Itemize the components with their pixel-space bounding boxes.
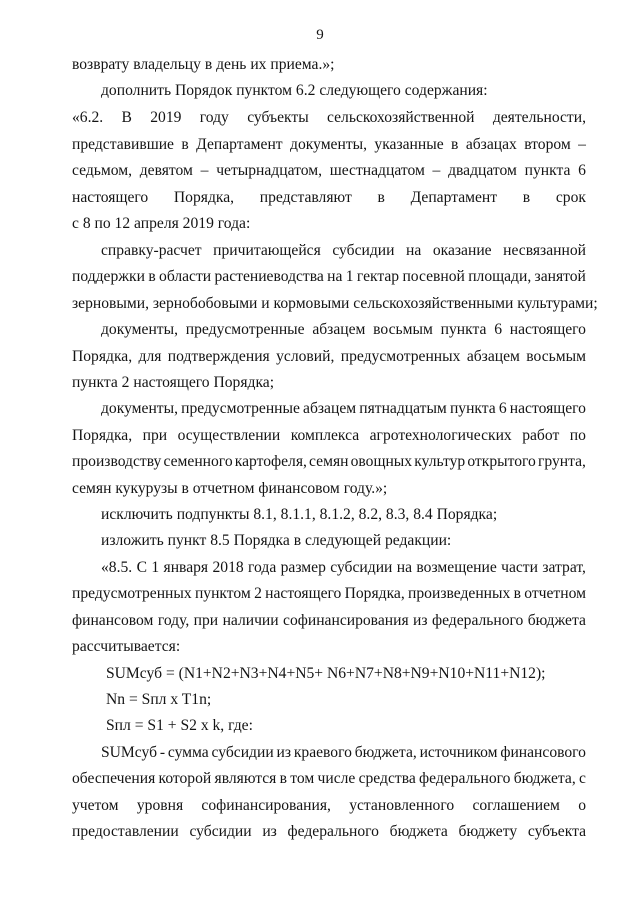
text-word: субсидии bbox=[211, 744, 274, 761]
text-line bbox=[72, 135, 586, 155]
text-word: условий, bbox=[276, 348, 335, 365]
text-word: из bbox=[262, 823, 277, 840]
text-line bbox=[72, 796, 586, 816]
text-word: документы, bbox=[101, 400, 179, 417]
text-word: осуществлении bbox=[177, 427, 281, 444]
text-word: бюджету bbox=[458, 823, 518, 840]
text-word: производству bbox=[72, 453, 162, 470]
text-word: предусмотренных bbox=[340, 348, 461, 365]
text-word: субсидии bbox=[189, 823, 252, 840]
text-word: 6 bbox=[494, 321, 502, 338]
text-word: софинансирования bbox=[283, 612, 409, 629]
text-line bbox=[72, 108, 586, 128]
text-word: четырнадцатом, bbox=[216, 162, 322, 179]
text-word: 2019 bbox=[150, 109, 182, 126]
text-word: 6 bbox=[578, 162, 586, 179]
text-line bbox=[72, 637, 586, 657]
text-word: являются bbox=[214, 770, 277, 787]
text-word: абзацем bbox=[466, 348, 520, 365]
text-word: втором bbox=[524, 136, 571, 153]
text-line bbox=[101, 505, 497, 525]
text-line bbox=[72, 452, 586, 472]
text-line bbox=[72, 584, 586, 604]
text-word: Департамент bbox=[410, 189, 498, 206]
text-line bbox=[101, 320, 586, 340]
text-word: области bbox=[159, 268, 212, 285]
text-word: для bbox=[138, 348, 162, 365]
text-word: несвязанной bbox=[503, 242, 586, 259]
text-word: восьмым bbox=[373, 321, 433, 338]
text-word: в bbox=[451, 136, 459, 153]
text-word: на bbox=[406, 242, 422, 259]
text-line bbox=[72, 373, 586, 393]
text-word: 2 bbox=[254, 585, 262, 602]
text-word: из bbox=[413, 612, 428, 629]
text-word: рассчитывается: bbox=[72, 638, 181, 655]
text-word: в bbox=[148, 268, 156, 285]
text-word: SUMсуб = (N1+N2+N3+N4+N5+ N6+N7+N8+N9+N10+N11+N12); bbox=[106, 665, 546, 682]
text-word: Порядка, bbox=[344, 585, 405, 602]
text-word: краевого bbox=[293, 744, 352, 761]
text-word: представляют bbox=[259, 189, 352, 206]
text-word: пункта bbox=[449, 400, 496, 417]
text-line bbox=[72, 267, 586, 287]
text-line bbox=[72, 479, 586, 499]
text-word: семенного bbox=[163, 453, 233, 470]
text-line bbox=[72, 347, 586, 367]
text-word: 2018 bbox=[212, 559, 244, 576]
text-word: предусмотренных bbox=[72, 585, 192, 602]
text-word: шестнадцатом bbox=[329, 162, 425, 179]
text-word: субъекты bbox=[247, 109, 309, 126]
text-line bbox=[72, 611, 586, 631]
text-word: году bbox=[199, 109, 229, 126]
text-word: Порядка, bbox=[72, 348, 133, 365]
text-word: при bbox=[193, 612, 219, 629]
text-word: изложить пункт 8.5 Порядка в следующей редакции: bbox=[101, 532, 452, 549]
text-word: года bbox=[248, 559, 277, 576]
text-word: абзацем bbox=[312, 321, 366, 338]
text-line bbox=[101, 399, 586, 419]
text-word: сельскохозяйственной bbox=[327, 109, 475, 126]
text-word: работ bbox=[522, 427, 560, 444]
text-word: открытого bbox=[467, 453, 536, 470]
text-word: пункта bbox=[524, 162, 571, 179]
text-word: федерального bbox=[431, 612, 524, 629]
text-word: субъекта bbox=[527, 823, 586, 840]
text-word: В bbox=[121, 109, 132, 126]
text-word: культур bbox=[414, 453, 466, 470]
text-word: пункта 2 настоящего Порядка; bbox=[72, 374, 275, 391]
text-word: девятом bbox=[139, 162, 193, 179]
text-word: Порядка, bbox=[72, 427, 133, 444]
text-line bbox=[72, 188, 586, 208]
text-word: на bbox=[327, 268, 343, 285]
text-word: федерального bbox=[287, 823, 379, 840]
text-line bbox=[72, 294, 598, 314]
text-line bbox=[106, 690, 211, 710]
text-word: в bbox=[181, 136, 189, 153]
text-word: площади, bbox=[468, 268, 532, 285]
text-word: С bbox=[136, 559, 147, 576]
text-word: настоящего bbox=[265, 585, 342, 602]
text-word: предусмотренные bbox=[181, 400, 300, 417]
text-word: бюджета, bbox=[354, 744, 417, 761]
text-word: предусмотренные bbox=[185, 321, 305, 338]
text-word: Sпл = S1 + S2 x k, где: bbox=[106, 717, 253, 734]
text-word: Порядка, bbox=[173, 189, 235, 206]
text-line bbox=[101, 531, 451, 551]
text-word: агротехнологических bbox=[369, 427, 512, 444]
text-word: году, bbox=[157, 612, 190, 629]
text-word: средства bbox=[358, 770, 416, 787]
text-word: семян кукурузы в отчетном финансовом году.»; bbox=[72, 480, 388, 497]
text-word: настоящего bbox=[509, 321, 586, 338]
text-word: пункта bbox=[440, 321, 487, 338]
text-word: том bbox=[290, 770, 315, 787]
text-word: пунктом bbox=[194, 585, 251, 602]
text-word: с 8 по 12 апреля 2019 года: bbox=[72, 215, 251, 232]
text-word: занятой bbox=[534, 268, 586, 285]
text-word: настоящего bbox=[509, 400, 586, 417]
text-word: поддержки bbox=[72, 268, 145, 285]
text-word: картофеля, bbox=[234, 453, 307, 470]
text-line bbox=[101, 81, 488, 101]
text-word: софинансирования, bbox=[201, 797, 331, 814]
text-line bbox=[106, 664, 546, 684]
text-word: части bbox=[501, 559, 538, 576]
text-word: растениеводства bbox=[214, 268, 324, 285]
text-word: из bbox=[276, 744, 292, 761]
text-word: деятельности, bbox=[492, 109, 586, 126]
text-word: в bbox=[522, 189, 531, 206]
text-word: абзацем bbox=[303, 400, 357, 417]
text-word: 1 bbox=[345, 268, 354, 285]
text-word: SUMсуб bbox=[101, 744, 158, 761]
text-word: возврату владельцу в день их приема.»; bbox=[72, 56, 335, 73]
text-word: отчетном bbox=[524, 585, 586, 602]
text-word: документы, bbox=[101, 321, 179, 338]
text-line bbox=[72, 426, 586, 446]
text-word: установленного bbox=[349, 797, 455, 814]
text-word: при bbox=[142, 427, 168, 444]
text-word: бюджета bbox=[389, 823, 448, 840]
text-word: – bbox=[200, 162, 209, 179]
text-word: по bbox=[569, 427, 586, 444]
text-word: гектар bbox=[356, 268, 400, 285]
text-word: учетом bbox=[72, 797, 119, 814]
text-word: седьмом, bbox=[72, 162, 133, 179]
text-word: - bbox=[159, 744, 166, 761]
text-word: возмещение bbox=[416, 559, 497, 576]
text-word: соглашением bbox=[472, 797, 560, 814]
text-word: подтверждения bbox=[167, 348, 270, 365]
text-word: обеспечения bbox=[72, 770, 156, 787]
text-word: в bbox=[513, 585, 521, 602]
text-line bbox=[72, 822, 586, 842]
text-word: 1 bbox=[151, 559, 160, 576]
text-line bbox=[72, 55, 586, 75]
text-word: двадцатом bbox=[448, 162, 517, 179]
text-word: пятнадцатым bbox=[359, 400, 447, 417]
text-word: в bbox=[279, 770, 287, 787]
text-line bbox=[101, 558, 586, 578]
text-word: о bbox=[578, 797, 586, 814]
text-word: 6 bbox=[498, 400, 507, 417]
text-word: посевной bbox=[402, 268, 465, 285]
text-word: «8.5. bbox=[101, 559, 133, 576]
text-line bbox=[72, 161, 586, 181]
text-word: документы, bbox=[290, 136, 368, 153]
text-word: произведенных bbox=[408, 585, 511, 602]
text-word: бюджета bbox=[527, 612, 586, 629]
text-word: размер bbox=[280, 559, 326, 576]
text-word: на bbox=[396, 559, 413, 576]
text-word: в bbox=[377, 189, 385, 206]
text-word: уровня bbox=[136, 797, 184, 814]
text-word: Nn = Sпл x T1n; bbox=[106, 691, 212, 708]
text-word: овощных bbox=[350, 453, 413, 470]
text-word: грунта, bbox=[537, 453, 586, 470]
text-word: представившие bbox=[72, 136, 174, 153]
text-word: федерального bbox=[419, 770, 511, 787]
text-word: семян bbox=[309, 453, 349, 470]
text-word: с bbox=[579, 770, 586, 787]
text-word: субсидии bbox=[330, 559, 393, 576]
text-word: срок bbox=[555, 189, 586, 206]
text-word: причитающейся bbox=[213, 242, 321, 259]
text-word: предоставлении bbox=[72, 823, 179, 840]
text-line bbox=[101, 743, 586, 763]
text-word: оказание bbox=[432, 242, 492, 259]
text-line bbox=[101, 241, 586, 261]
text-word: числе bbox=[317, 770, 356, 787]
text-word: настоящего bbox=[72, 189, 149, 206]
text-word: Департамент bbox=[196, 136, 283, 153]
text-line bbox=[72, 214, 586, 234]
text-line bbox=[72, 769, 586, 789]
text-word: – bbox=[578, 136, 586, 153]
text-word: указанные bbox=[374, 136, 444, 153]
text-word: исключить подпункты 8.1, 8.1.1, 8.1.2, 8.2, 8.3, 8.4 Порядка; bbox=[101, 506, 498, 523]
text-word: января bbox=[163, 559, 209, 576]
page-number: 9 bbox=[316, 27, 324, 43]
text-word: бюджета, bbox=[513, 770, 576, 787]
text-word: субсидии bbox=[332, 242, 395, 259]
text-line bbox=[106, 716, 253, 736]
text-word: наличии bbox=[222, 612, 279, 629]
text-word: дополнить Порядок пунктом 6.2 следующего содержания: bbox=[101, 82, 488, 99]
text-word: «6.2. bbox=[72, 109, 104, 126]
text-word: финансового bbox=[500, 744, 586, 761]
text-word: финансовом bbox=[72, 612, 154, 629]
text-word: восьмым bbox=[526, 348, 586, 365]
text-word: которой bbox=[158, 770, 212, 787]
text-word: справку-расчет bbox=[101, 242, 202, 259]
text-word: комплекса bbox=[290, 427, 360, 444]
text-word: зерновыми, зернобобовыми и кормовыми сельскохозяйственными культурами; bbox=[72, 295, 598, 312]
text-word: источником bbox=[419, 744, 498, 761]
text-word: сумма bbox=[167, 744, 209, 761]
text-word: – bbox=[432, 162, 441, 179]
text-word: затрат, bbox=[542, 559, 586, 576]
text-word: абзацах bbox=[465, 136, 517, 153]
